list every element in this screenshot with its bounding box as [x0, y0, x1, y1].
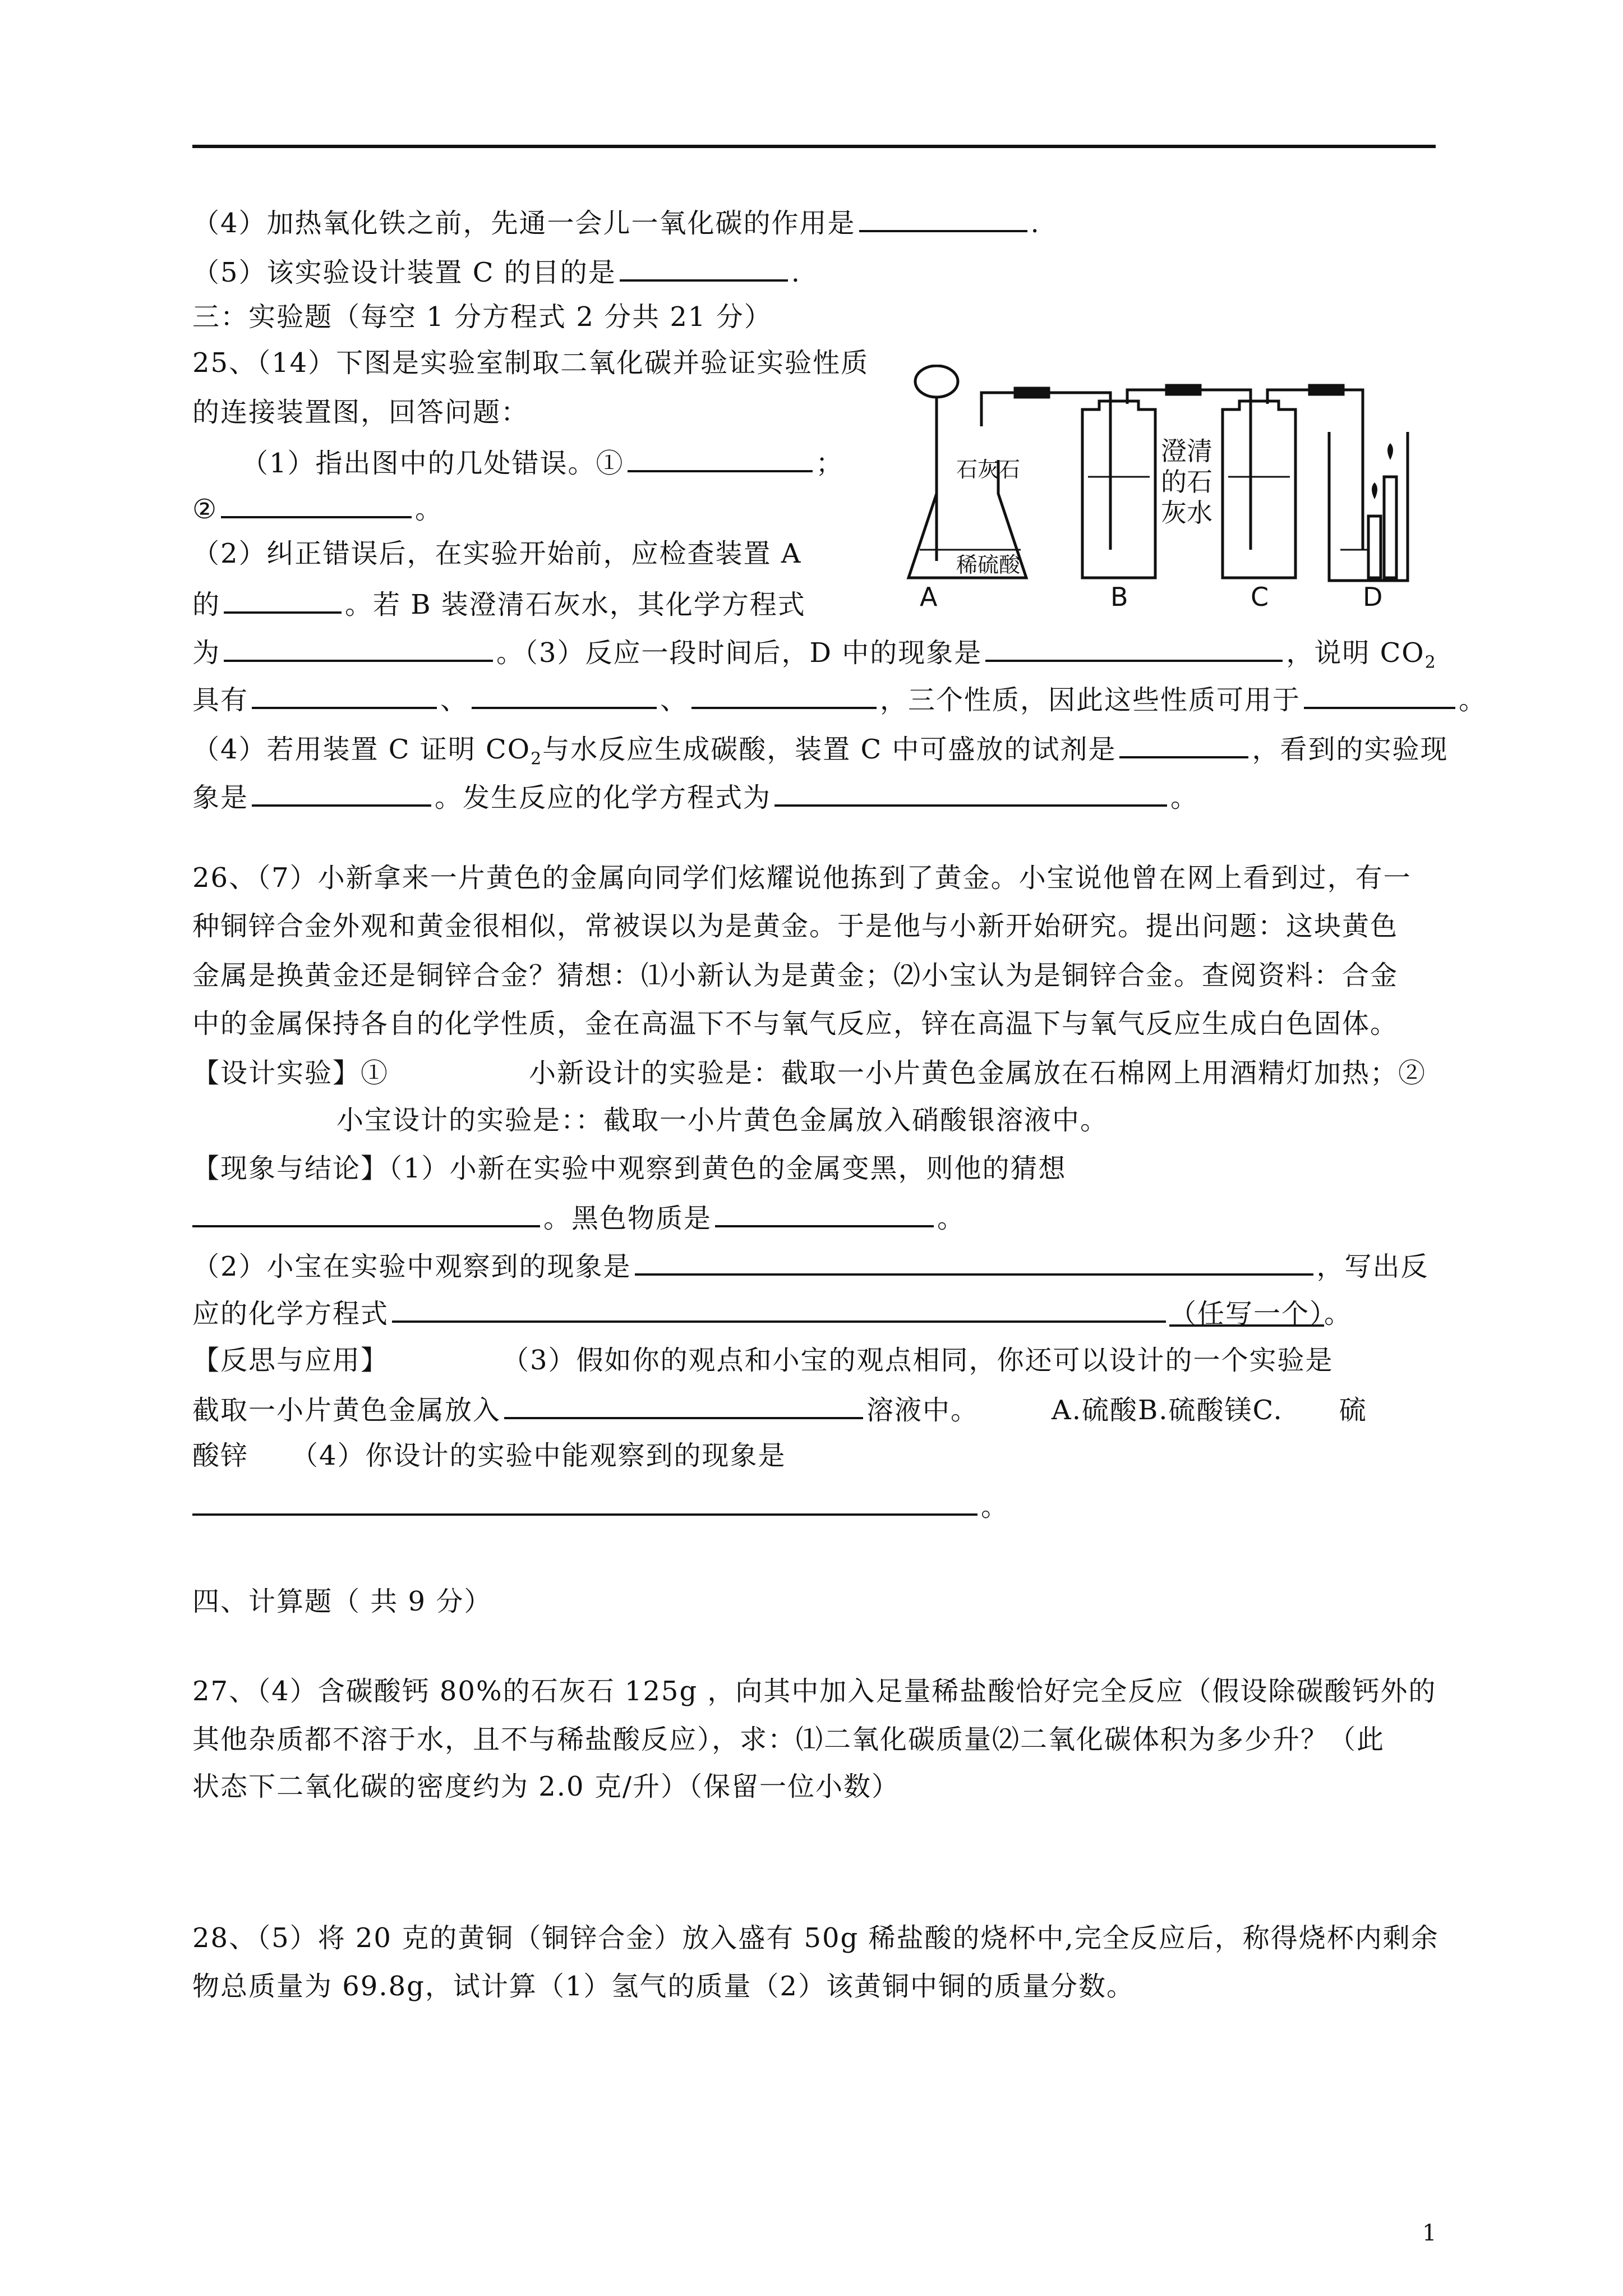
answer-blank[interactable]	[472, 679, 657, 709]
q25-line4: ② 。	[192, 488, 899, 529]
q26-line4: 中的金属保持各自的化学性质，金在高温下不与氧气反应，锌在高温下与氧气反应生成白色固体。	[192, 1008, 1399, 1039]
q26-line8: 。黑色物质是 。	[192, 1197, 1436, 1238]
q26-line6: 小宝设计的实验是：：截取一小片黄色金属放入硝酸银溶液中。	[336, 1105, 1109, 1136]
q24-part5: （5）该实验设计装置 C 的目的是 .	[192, 251, 1436, 292]
bottle-c	[1223, 401, 1295, 578]
q26-line5: 【设计实验】① 小新设计的实验是：截取一小片黄色金属放在石棉网上用酒精灯加热；②	[192, 1057, 1427, 1089]
label-a: A	[920, 582, 938, 611]
section4-title: 四、计算题（ 共 9 分）	[192, 1586, 492, 1617]
q25-line3: （1）指出图中的几处错误。① ；	[241, 442, 897, 483]
funnel-bulb	[915, 366, 958, 397]
answer-blank[interactable]	[691, 679, 877, 709]
answer-blank[interactable]	[1119, 728, 1248, 758]
q27-line2: 其他杂质都不溶于水，且不与稀盐酸反应），求：⑴二氧化碳质量⑵二氧化碳体积为多少升？（此	[192, 1724, 1385, 1755]
q26-line2: 种铜锌合金外观和黄金很相似，常被误以为是黄金。于是他与小新开始研究。提出问题：这块黄色	[192, 910, 1399, 942]
q25-line10: 象是 。发生反应的化学方程式为 。	[192, 776, 1436, 817]
label-limewater-2: 的石	[1161, 467, 1212, 497]
q26-line7: 【现象与结论】（1）小新在实验中观察到黄色的金属变黑，则他的猜想	[192, 1153, 1067, 1184]
answer-blank[interactable]	[192, 1485, 978, 1516]
q26-line11: 【反思与应用】 （3）假如你的观点和小宝的观点相同，你还可以设计的一个实验是	[192, 1345, 1334, 1376]
answer-blank[interactable]	[392, 1292, 1166, 1323]
q28-line1: 28、（5）将 20 克的黄铜（铜锌合金）放入盛有 50g 稀盐酸的烧杯中,完全反应后，称得烧杯内剩余	[192, 1922, 1439, 1954]
q27-line1: 27、（4）含碳酸钙 80%的石灰石 125g ，向其中加入足量稀盐酸恰好完全反应（假设除碳酸钙外的	[192, 1676, 1437, 1707]
answer-blank[interactable]	[635, 1245, 1313, 1276]
label-limestone: 石灰石	[956, 457, 1021, 482]
answer-blank[interactable]	[252, 776, 431, 807]
answer-blank[interactable]	[1304, 679, 1455, 709]
q26-line3: 金属是换黄金还是铜锌合金？猜想：⑴小新认为是黄金；⑵小宝认为是铜锌合金。查阅资料：合金	[192, 960, 1399, 991]
q25-line2: 的连接装置图，回答问题：	[192, 397, 529, 428]
answer-blank[interactable]	[715, 1197, 934, 1227]
label-c: C	[1251, 582, 1269, 611]
answer-blank[interactable]	[192, 1197, 540, 1227]
apparatus-figure	[897, 365, 1413, 611]
q25-line5: （2）纠正错误后，在实验开始前，应检查装置 A	[192, 538, 802, 569]
q28-line2: 物总质量为 69.8g，试计算（1）氢气的质量（2）该黄铜中铜的质量分数。	[192, 1971, 1135, 2002]
q26-line12: 截取一小片黄色金属放入 溶液中。 A.硫酸B.硫酸镁C. 硫	[192, 1389, 1436, 1430]
q26-line10: 应的化学方程式 （任写一个）。	[192, 1292, 1436, 1333]
answer-blank[interactable]	[628, 442, 813, 472]
q26-line14: 。	[192, 1485, 1436, 1526]
q24-part4: （4）加热氧化铁之前，先通一会儿一氧化碳的作用是 .	[192, 202, 1436, 243]
answer-blank[interactable]	[774, 776, 1167, 807]
section3-title: 三：实验题（每空 1 分方程式 2 分共 21 分）	[192, 301, 772, 333]
answer-blank[interactable]	[504, 1389, 863, 1419]
page-number: 1	[1422, 2220, 1437, 2246]
candle-tall	[1368, 516, 1381, 578]
label-b: B	[1110, 582, 1128, 611]
label-limewater-1: 澄清	[1161, 436, 1212, 466]
q26-line13: 酸锌 （4）你设计的实验中能观察到的现象是	[192, 1440, 786, 1471]
q25-line9: （4）若用装置 C 证明 $CO_2$与水反应生成碳酸，装置 C 中可盛放的试剂是 ，看到的实验现	[192, 728, 1436, 779]
label-d: D	[1363, 582, 1383, 611]
candle-taller	[1384, 477, 1396, 578]
q25-line7: 为 。（3）反应一段时间后，D 中的现象是 ，说明 $CO_2$	[192, 632, 1436, 683]
q25-line8: 具有 、 、 ，三个性质，因此这些性质可用于 。	[192, 679, 1436, 720]
answer-blank[interactable]	[985, 632, 1283, 662]
answer-blank[interactable]	[224, 583, 342, 614]
answer-blank[interactable]	[221, 488, 412, 518]
answer-blank[interactable]	[224, 632, 493, 662]
label-acid: 稀硫酸	[956, 553, 1021, 577]
q25-line6: 的 。若 B 装澄清石灰水，其化学方程式	[192, 583, 899, 624]
bottle-b	[1082, 401, 1155, 578]
label-limewater-3: 灰水	[1161, 498, 1212, 528]
q26-line1: 26、（7）小新拿来一片黄色的金属向同学们炫耀说他拣到了黄金。小宝说他曾在网上看到过，有一	[192, 862, 1412, 894]
q27-line3: 状态下二氧化碳的密度约为 2.0 克/升）（保留一位小数）	[192, 1771, 900, 1802]
header-rule	[192, 145, 1436, 148]
q25-line1: 25、（14）下图是实验室制取二氧化碳并验证实验性质	[192, 347, 869, 379]
q26-line9: （2）小宝在实验中观察到的现象是 ，写出反	[192, 1245, 1436, 1286]
answer-blank[interactable]	[859, 202, 1027, 232]
answer-blank[interactable]	[620, 251, 788, 282]
answer-blank[interactable]	[252, 679, 437, 709]
